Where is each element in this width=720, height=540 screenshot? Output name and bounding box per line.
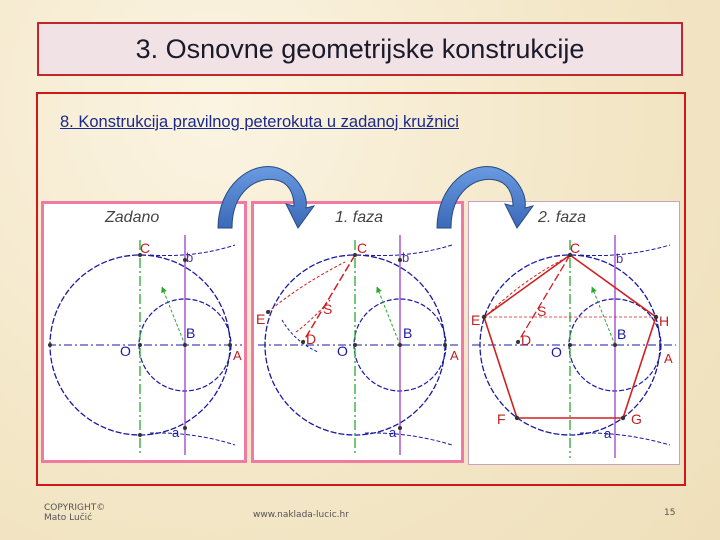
subtitle: 8. Konstrukcija pravilnog peterokuta u zadanoj kružnici [60,113,459,131]
point-label: b [186,250,194,265]
point-label: S [323,301,333,317]
point-label: A [450,348,459,363]
point-label: B [403,325,413,341]
point-label: b [616,251,624,266]
point-label: C [140,240,151,256]
page-title: 3. Osnovne geometrijske konstrukcije [135,33,585,64]
point-label: H [659,313,670,329]
caption-given: Zadano [105,209,160,226]
point-label: A [664,351,673,366]
diagram-given [48,235,242,455]
point-label: a [172,425,180,440]
point-label: G [631,411,642,427]
copyright-label: COPYRIGHT© Mato Lučić [44,503,106,523]
point-label: B [617,326,627,342]
point-label: D [521,332,532,348]
curved-arrow-icon [218,167,314,228]
website-label: www.naklada-lucic.hr [253,510,349,520]
point-label: a [604,426,612,441]
point-label: E [256,311,266,327]
point-label: C [357,240,368,256]
point-label: C [570,240,581,256]
point-label: D [306,331,317,347]
point-label: O [551,344,562,360]
point-label: F [497,411,506,427]
caption-phase-2: 2. faza [538,209,587,226]
point-label: A [233,348,242,363]
diagram-phase-1 [258,235,458,455]
point-label: O [120,343,131,359]
page-number: 15 [664,508,676,518]
point-label: B [186,325,196,341]
curved-arrow-icon [437,167,533,228]
point-label: E [471,312,481,328]
point-label: a [389,425,397,440]
point-label: S [537,303,547,319]
point-label: b [402,250,410,265]
point-label: O [337,343,348,359]
caption-phase-1: 1. faza [335,209,384,226]
